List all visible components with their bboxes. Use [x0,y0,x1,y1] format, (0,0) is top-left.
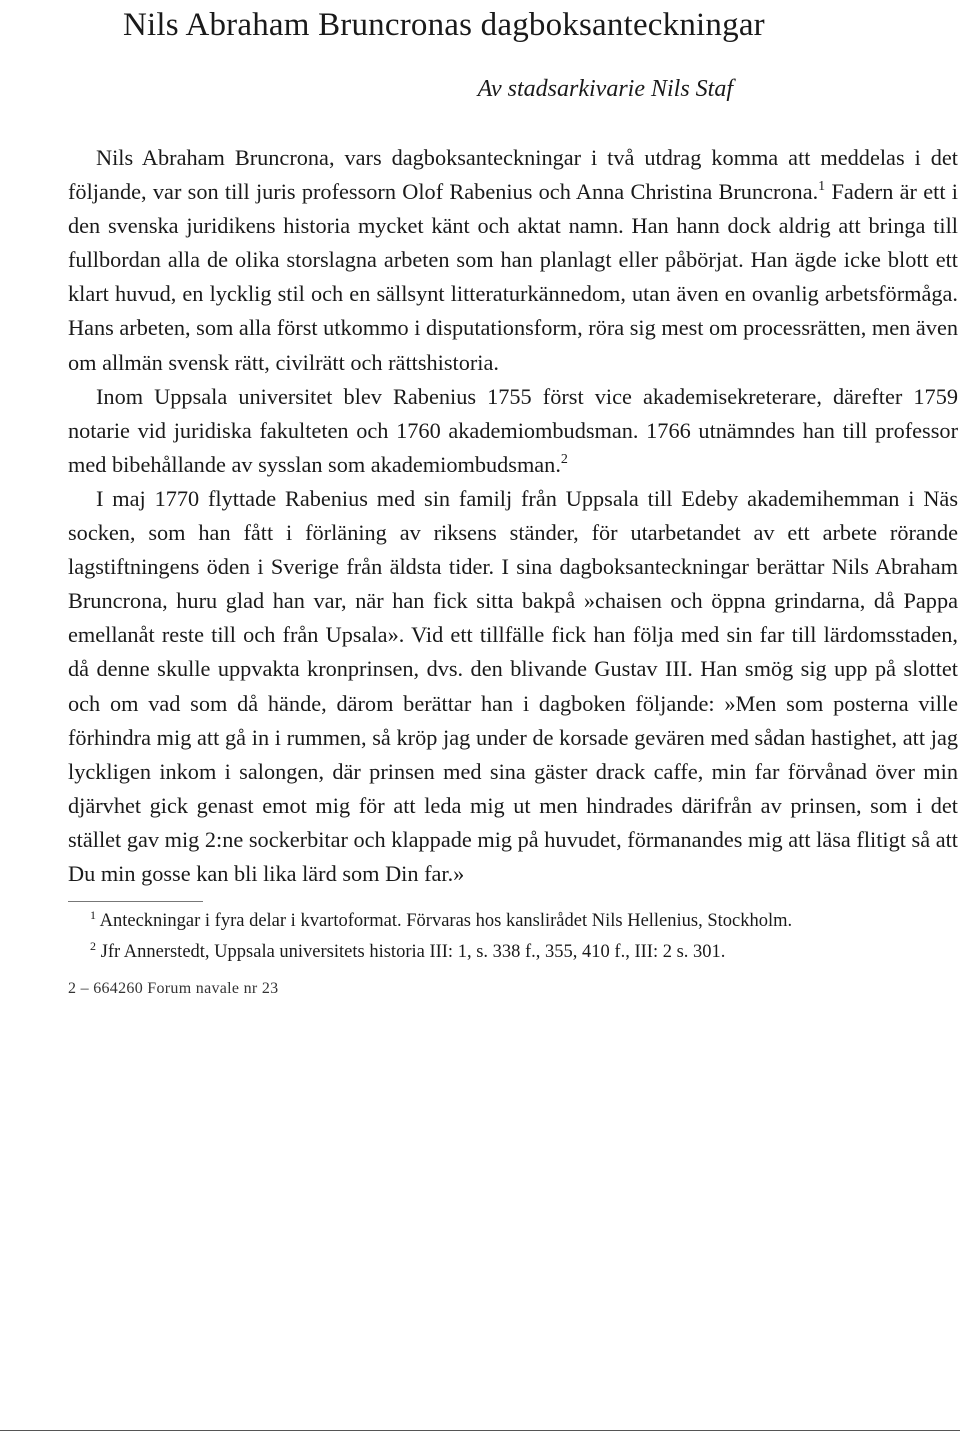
paragraph-3 [68,482,958,891]
document-page [68,0,958,998]
paragraph-2-text: Inom Uppsala universitet blev Rabenius 1755 först vice akademisekreterare, därefter 1759 notarie vid juridiska fakulteten och 1760 akademiombudsman. 1766 utnämndes han till professor med bibehållande av sysslan som akademiombudsman. [68,383,958,477]
paragraph-1-text-b: Fadern är ett i den svenska juridikens historia mycket känt och aktat namn. Han hann dock aldrig att bringa till fullbordan alla de olika storslagna arbeten som han planlagt eller påbörjat. Han ägde icke blott ett klart huvud, en lycklig stil och en sällsynt litteraturkännedom, utan även en ovanlig arbetsförmåga. Hans arbeten, som alla först utkommo i disputationsform, röra sig mest om processrätten, men även om allmän svensk rätt, civilrätt och rättshistoria. [68,179,958,375]
footnotes [68,908,958,966]
footnote-2 [68,939,958,966]
paragraph-3-text: I maj 1770 flyttade Rabenius med sin familj från Uppsala till Edeby akademihemman i Näs socken, som han fått i förläning av riksens ständer, för utarbetandet av ett arbete rörande lagstiftningens öden i Sverige från äldsta tider. I sina dagboksanteckningar berättar Nils Abraham Bruncrona, huru glad han var, när han fick sitta bakpå »chaisen och öppna grindarna, då Pappa emellanåt reste till och från Upsala». Vid ett tillfälle fick han följa med sin far till lärdomsstaden, då denne skulle uppvakta kronprinsen, dvs. den blivande Gustav III. Han smög sig upp på slottet och om vad som då hände, därom berättar han i dagboken följande: »Men som posterna ville förhindra mig att gå in i rummen, så kröp jag under de korsade gevären med sådan hastighet, att jag lyckligen inkom i salongen, där prinsen med sina gäster drack caffe, min far förvånad över min djärvhet gick genast emot mig för att leda mig ut men hindrades därifrån av prinsen, som i det stället gav mig 2:ne sockerbitar och klappade mig på huvudet, förmanandes mig att läsa flitigt så att Du min gosse kan bli lika lärd som Din far.» [68,485,958,886]
paragraph-1-text-a: Nils Abraham Bruncrona, vars dagboksanteckningar i två utdrag komma att meddelas i det följande, var son till juris professorn Olof Rabenius och Anna Christina Bruncrona. [68,145,958,205]
printer-signature: 2 – 664260 Forum navale nr 23 [68,980,279,998]
footnote-ref-1: 1 [818,179,826,195]
article-body [68,141,958,891]
footnote-2-text: Jfr Annerstedt, Uppsala universitets historia III: 1, s. 338 f., 355, 410 f., III: 2 s. 301. [96,942,726,963]
footnote-mark-2: 2 [90,939,96,954]
paragraph-1 [68,141,958,380]
author-byline: Av stadsarkivarie Nils Staf [477,76,733,102]
page-bottom-rule [0,1430,960,1431]
paragraph-2 [68,380,958,482]
article-title: Nils Abraham Bruncronas dagboksanteckningar [123,7,765,43]
footnote-divider [68,901,203,902]
footnote-mark-1: 1 [90,908,96,923]
footnote-1-text: Anteckningar i fyra delar i kvartoformat. Förvaras hos kanslirådet Nils Hellenius, Stockholm. [96,911,793,932]
footnote-ref-2: 2 [560,451,568,467]
footnote-1 [68,908,958,935]
